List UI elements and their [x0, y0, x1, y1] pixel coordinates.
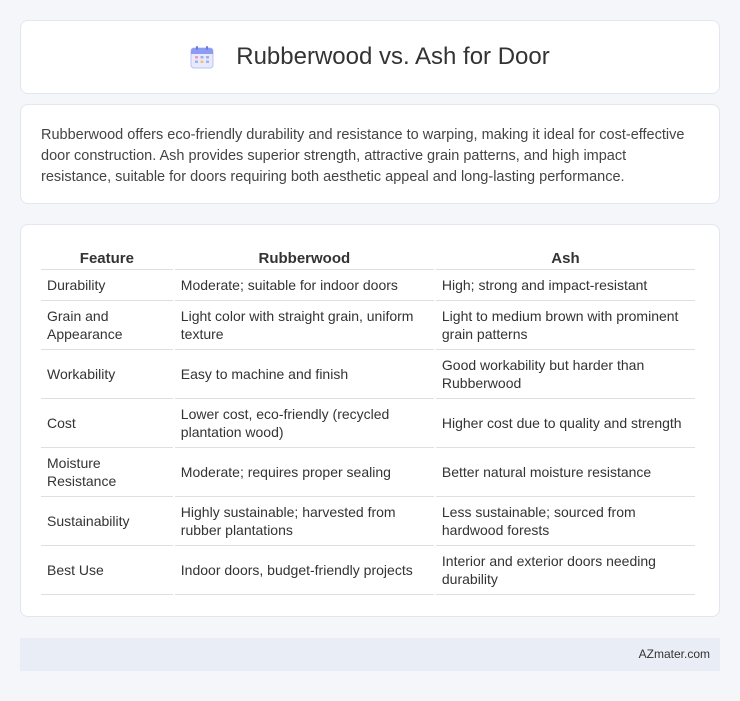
feature-cell: Moisture Resistance: [41, 448, 173, 497]
feature-cell: Grain and Appearance: [41, 301, 173, 350]
header-rubberwood: Rubberwood: [175, 247, 434, 270]
ash-cell: Less sustainable; sourced from hardwood forests: [436, 497, 695, 546]
table-row: [41, 448, 695, 497]
feature-cell: Cost: [41, 399, 173, 448]
summary-card: [20, 104, 720, 204]
table-row: [41, 497, 695, 546]
comparison-table-card: [20, 224, 720, 617]
rubberwood-cell: Moderate; requires proper sealing: [175, 448, 434, 497]
table-row: [41, 270, 695, 301]
page-title: Rubberwood vs. Ash for Door: [236, 43, 550, 70]
feature-cell: Best Use: [41, 546, 173, 595]
header-feature: Feature: [41, 247, 173, 270]
table-row: [41, 301, 695, 350]
feature-cell: Sustainability: [41, 497, 173, 546]
feature-cell: Workability: [41, 350, 173, 399]
rubberwood-cell: Easy to machine and finish: [175, 350, 434, 399]
footer-brand[interactable]: AZmater.com: [638, 647, 710, 661]
rubberwood-cell: Lower cost, eco-friendly (recycled plantation wood): [175, 399, 434, 448]
table-row: [41, 350, 695, 399]
ash-cell: Interior and exterior doors needing durability: [436, 546, 695, 595]
ash-cell: Better natural moisture resistance: [436, 448, 695, 497]
ash-cell: High; strong and impact-resistant: [436, 270, 695, 301]
title-card: [20, 20, 720, 94]
rubberwood-cell: Indoor doors, budget-friendly projects: [175, 546, 434, 595]
summary-text: Rubberwood offers eco-friendly durability and resistance to warping, making it ideal for cost-effective door construction. Ash provides superior strength, attractive grain patterns, and high impact resistance, suitable for doors requiring both aesthetic appeal and long-lasting performance.: [41, 127, 685, 185]
ash-cell: Higher cost due to quality and strength: [436, 399, 695, 448]
feature-cell: Durability: [41, 270, 173, 301]
calendar-icon: [190, 45, 214, 69]
rubberwood-cell: Highly sustainable; harvested from rubber plantations: [175, 497, 434, 546]
table-row: [41, 399, 695, 448]
ash-cell: Good workability but harder than Rubberwood: [436, 350, 695, 399]
ash-cell: Light to medium brown with prominent grain patterns: [436, 301, 695, 350]
rubberwood-cell: Moderate; suitable for indoor doors: [175, 270, 434, 301]
table-header-row: [41, 247, 695, 270]
rubberwood-cell: Light color with straight grain, uniform texture: [175, 301, 434, 350]
table-row: [41, 546, 695, 595]
comparison-table: [39, 247, 697, 595]
footer: [20, 638, 720, 671]
header-ash: Ash: [436, 247, 695, 270]
